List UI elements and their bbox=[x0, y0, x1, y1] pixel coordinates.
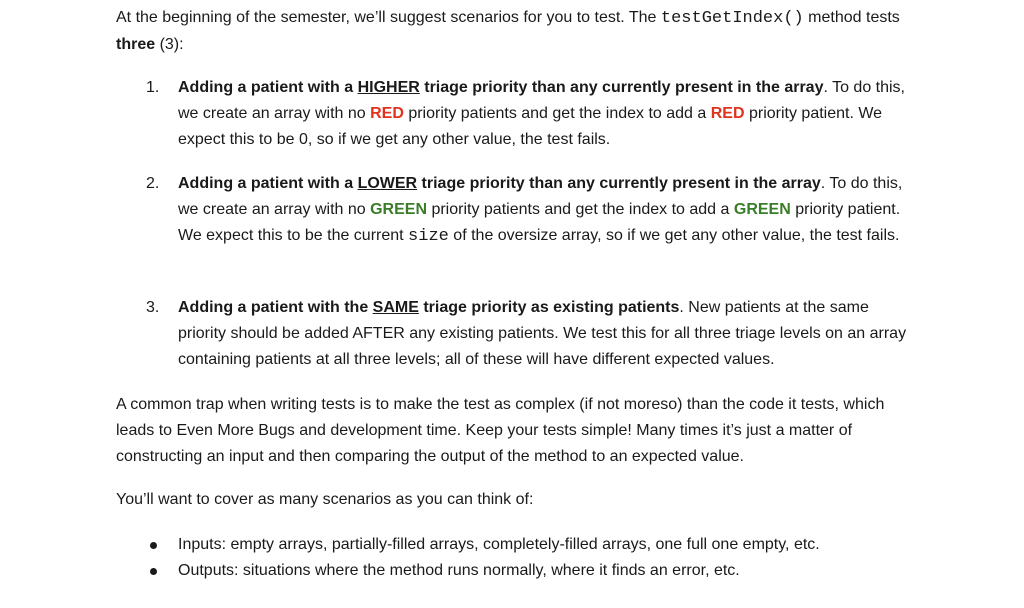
scenario-body-2: priority patients and get the index to add a bbox=[427, 201, 734, 218]
bullet-icon bbox=[150, 568, 157, 575]
scenario-number: 1. bbox=[146, 79, 160, 96]
bullet-text: Inputs: empty arrays, partially-filled arrays, completely-filled arrays, one full one empty, etc. bbox=[178, 536, 820, 553]
scenario-item-1 bbox=[146, 75, 921, 153]
scenario-item-3 bbox=[146, 295, 921, 373]
intro-bold-three: three bbox=[116, 36, 156, 53]
scenario-heading-start: Adding a patient with a bbox=[178, 175, 358, 192]
scenario-text bbox=[178, 75, 921, 153]
trap-paragraph: A common trap when writing tests is to make the test as complex (if not moreso) than the code it tests, which leads to Even More Bugs and development time. Keep your tests simple! Many times it’s just a matter of constructing an input and then comparing the output of the method to an expected value. bbox=[116, 396, 885, 465]
scenario-body-1: . New patients at the same priority should be added AFTER any existing patients. We test this for all three triage levels on an array containing patients at all three levels; all of these will have different expected values. bbox=[178, 299, 907, 368]
green-priority-label: GREEN bbox=[733, 201, 791, 218]
scenario-heading-end: triage priority than any currently present in the array bbox=[417, 175, 821, 192]
scenario-body-3: priority patient. We expect this to be 0, so if we get any other value, the test fails. bbox=[178, 105, 883, 148]
bullet-item-outputs bbox=[146, 558, 921, 584]
intro-text-3: (3): bbox=[155, 36, 184, 53]
red-priority-label: RED bbox=[370, 105, 404, 122]
bullet-text: Outputs: situations where the method runs normally, where it finds an error, etc. bbox=[178, 562, 740, 579]
scenario-heading-start: Adding a patient with a bbox=[178, 79, 358, 96]
green-priority-label: GREEN bbox=[370, 201, 427, 218]
scenario-body-1: . To do this, we create an array with no bbox=[178, 175, 903, 218]
scenario-number: 2. bbox=[146, 175, 160, 192]
scenario-body-2: priority patients and get the index to add a bbox=[403, 105, 711, 122]
scenario-heading-start: Adding a patient with the bbox=[178, 299, 373, 316]
scenario-heading-underlined: LOWER bbox=[357, 175, 418, 192]
scenario-text bbox=[178, 295, 921, 373]
scenario-item-2 bbox=[146, 171, 921, 250]
intro-text-2: method tests bbox=[803, 9, 900, 26]
intro-paragraph bbox=[116, 5, 916, 58]
cover-intro-paragraph: You’ll want to cover as many scenarios as you can think of: bbox=[116, 491, 534, 508]
red-priority-label: RED bbox=[710, 105, 745, 122]
scenario-heading-underlined: SAME bbox=[372, 299, 419, 316]
size-code: size bbox=[408, 227, 449, 246]
scenario-heading-end: triage priority than any currently present in the array bbox=[419, 79, 824, 96]
scenario-body-3: priority patient. We expect this to be the current bbox=[178, 201, 901, 244]
scenario-body-4: of the oversize array, so if we get any other value, the test fails. bbox=[448, 227, 900, 244]
scenario-number: 3. bbox=[146, 299, 160, 316]
method-name-code: testGetIndex() bbox=[660, 9, 804, 28]
intro-text-1: At the beginning of the semester, we’ll suggest scenarios for you to test. The bbox=[116, 9, 661, 26]
bullet-item-inputs bbox=[146, 532, 921, 558]
bullet-icon bbox=[150, 542, 157, 549]
scenario-heading-underlined: HIGHER bbox=[357, 79, 420, 96]
scenario-heading-end: triage priority as existing patients bbox=[418, 299, 680, 316]
scenario-body-1: . To do this, we create an array with no bbox=[178, 79, 905, 122]
scenario-text bbox=[178, 171, 921, 250]
